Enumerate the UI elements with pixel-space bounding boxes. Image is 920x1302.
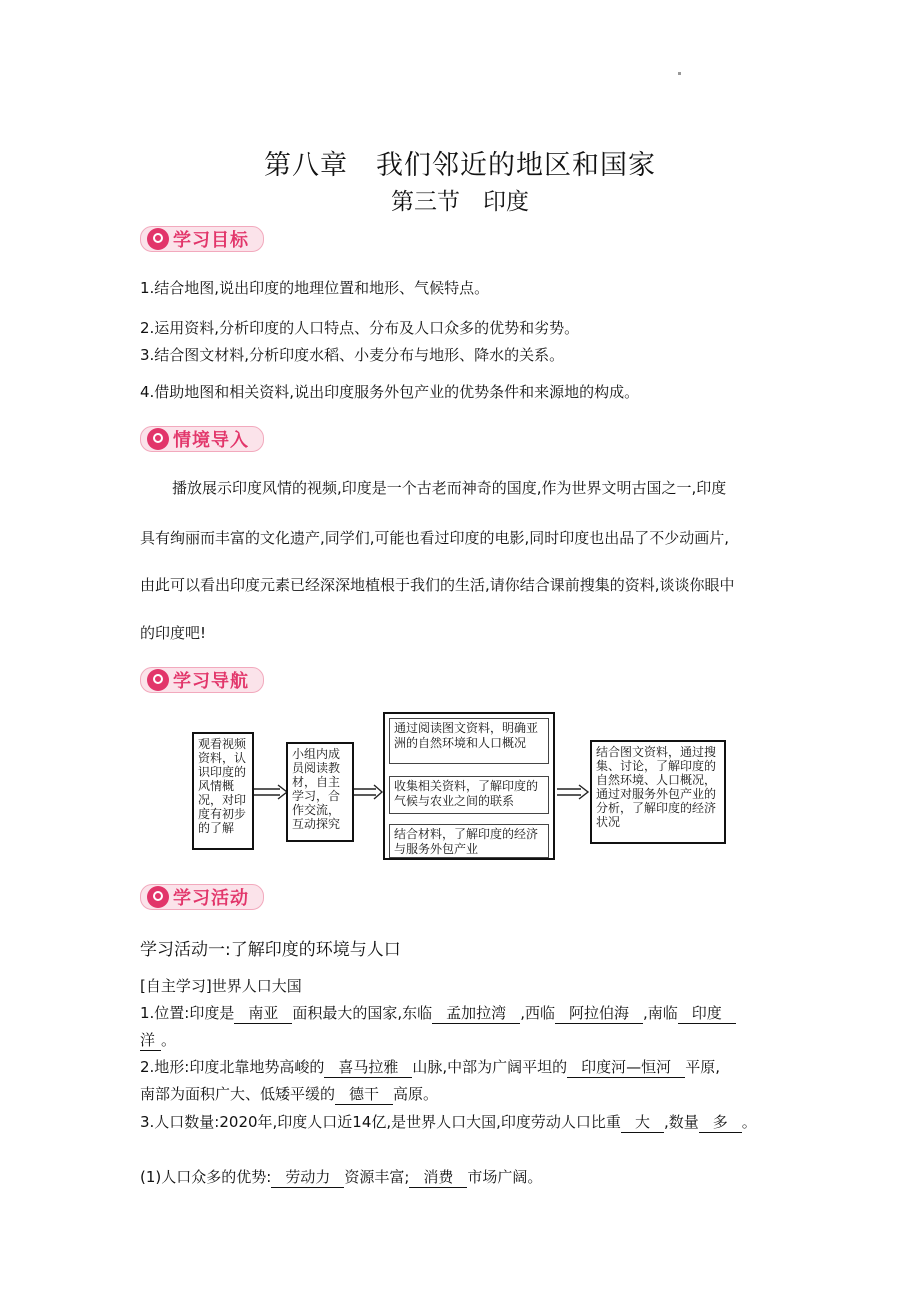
badge-icon bbox=[147, 228, 169, 250]
answer-blank[interactable]: 孟加拉湾 bbox=[432, 1004, 520, 1024]
answer-blank[interactable]: 洋 bbox=[140, 1031, 161, 1051]
answer-blank[interactable]: 印度 bbox=[678, 1004, 736, 1024]
flow-arrow-1 bbox=[254, 782, 290, 802]
answer-blank[interactable]: 多 bbox=[699, 1113, 742, 1133]
answer-blank[interactable]: 喜马拉雅 bbox=[324, 1058, 412, 1078]
navigation-badge: 学习导航 bbox=[140, 665, 264, 695]
flow-box-watch-video: 观看视频资料，认识印度的风情概况，对印度有初步的了解 bbox=[192, 732, 254, 850]
task-economy-outsourcing: 结合材料，了解印度的经济与服务外包产业 bbox=[389, 824, 549, 858]
flow-box-summary: 结合图文资料，通过搜集、讨论，了解印度的自然环境、人口概况，通过对服务外包产业的分析，了解印度的经济状况 bbox=[590, 740, 726, 844]
objective-4: 4.借助地图和相关资料,说出印度服务外包产业的优势条件和来源地的构成。 bbox=[140, 383, 640, 401]
flow-box-group-tasks bbox=[383, 712, 555, 860]
flow-box-group-study: 小组内成员阅读教材，自主学习，合作交流，互动探究 bbox=[286, 742, 354, 842]
question-location-cont: 洋 。 bbox=[140, 1031, 177, 1049]
answer-blank[interactable]: 劳动力 bbox=[271, 1168, 344, 1188]
badge-icon bbox=[147, 886, 169, 908]
objective-3: 3.结合图文材料,分析印度水稻、小麦分布与地形、降水的关系。 bbox=[140, 346, 565, 364]
answer-blank[interactable]: 大 bbox=[621, 1113, 664, 1133]
question-terrain: 2.地形:印度北靠地势高峻的 喜马拉雅 山脉,中部为广阔平坦的 印度河—恒河 平原, bbox=[140, 1058, 720, 1076]
self-study-heading: [自主学习]世界人口大国 bbox=[140, 977, 302, 995]
answer-blank[interactable]: 德干 bbox=[335, 1085, 393, 1105]
chapter-title: 第八章 我们邻近的地区和国家 bbox=[264, 150, 656, 181]
task-read-materials: 通过阅读图文资料，明确亚洲的自然环境和人口概况 bbox=[389, 718, 549, 764]
activities-badge: 学习活动 bbox=[140, 882, 264, 912]
answer-blank[interactable]: 消费 bbox=[409, 1168, 467, 1188]
question-location: 1.位置:印度是 南亚 面积最大的国家,东临 孟加拉湾 ,西临 阿拉伯海 ,南临 印度 bbox=[140, 1002, 736, 1024]
answer-blank[interactable]: 印度河—恒河 bbox=[567, 1058, 685, 1078]
objectives-badge: 学习目标 bbox=[140, 224, 264, 254]
answer-blank[interactable]: 南亚 bbox=[234, 1004, 292, 1024]
intro-line-4: 的印度吧! bbox=[140, 624, 207, 642]
flow-arrow-2 bbox=[354, 782, 384, 802]
question-advantages: (1)人口众多的优势: 劳动力 资源丰富; 消费 市场广阔。 bbox=[140, 1168, 543, 1186]
objective-2: 2.运用资料,分析印度的人口特点、分布及人口众多的优势和劣势。 bbox=[140, 319, 580, 337]
question-terrain-cont: 南部为面积广大、低矮平缓的 德干 高原。 bbox=[140, 1085, 439, 1103]
objective-1: 1.结合地图,说出印度的地理位置和地形、气候特点。 bbox=[140, 279, 490, 297]
badge-icon bbox=[147, 669, 169, 691]
activity-1-title: 学习活动一:了解印度的环境与人口 bbox=[140, 940, 401, 960]
answer-blank[interactable]: 阿拉伯海 bbox=[555, 1004, 643, 1024]
intro-line-3: 由此可以看出印度元素已经深深地植根于我们的生活,请你结合课前搜集的资料,谈谈你眼中 bbox=[140, 576, 735, 594]
question-population: 3.人口数量:2020年,印度人口近14亿,是世界人口大国,印度劳动人口比重 大 ,数量 多 。 bbox=[140, 1113, 757, 1131]
task-climate-agriculture: 收集相关资料，了解印度的气候与农业之间的联系 bbox=[389, 776, 549, 814]
intro-badge: 情境导入 bbox=[140, 424, 264, 454]
section-title: 第三节 印度 bbox=[391, 189, 529, 215]
badge-icon bbox=[147, 428, 169, 450]
corner-mark bbox=[678, 72, 681, 75]
intro-line-1: 播放展示印度风情的视频,印度是一个古老而神奇的国度,作为世界文明古国之一,印度 bbox=[172, 479, 727, 497]
intro-line-2: 具有绚丽而丰富的文化遗产,同学们,可能也看过印度的电影,同时印度也出品了不少动画片, bbox=[140, 529, 730, 547]
flow-arrow-3 bbox=[557, 782, 591, 802]
